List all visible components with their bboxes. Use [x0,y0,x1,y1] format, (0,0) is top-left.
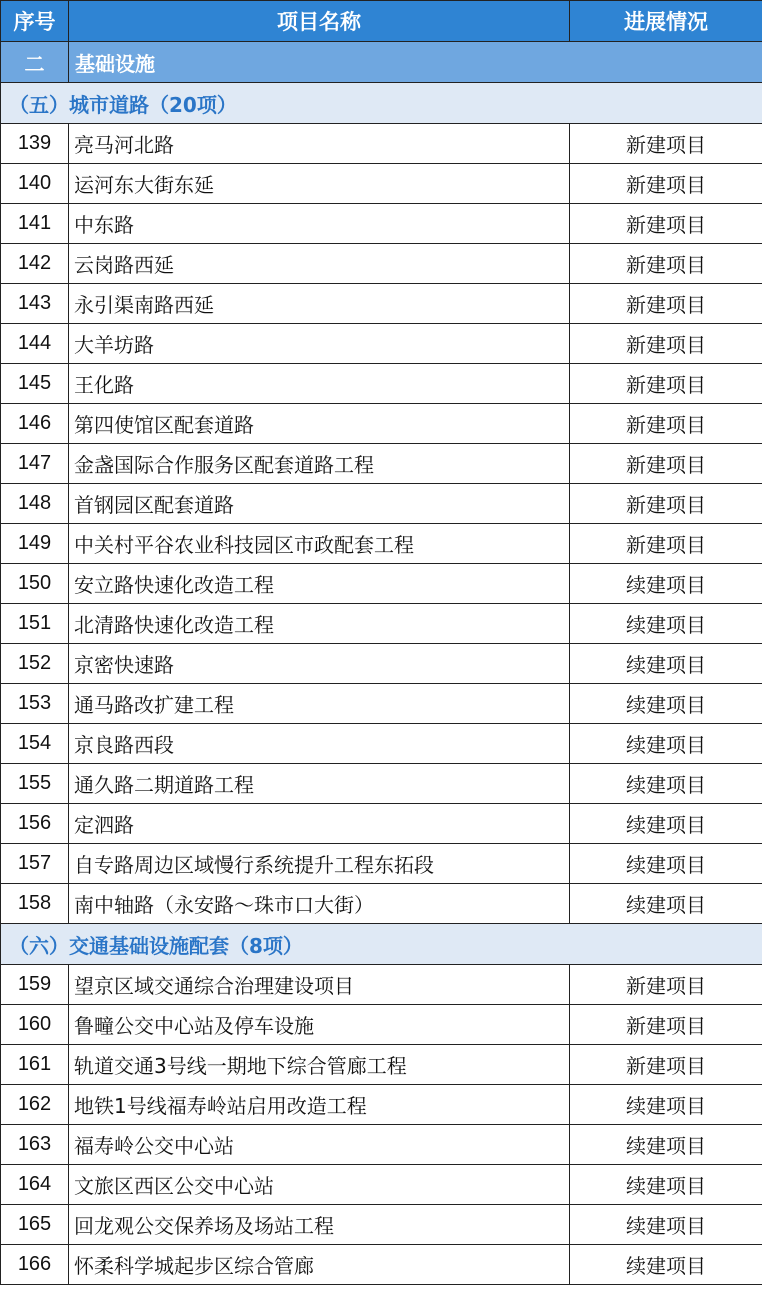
group-row [1,83,762,124]
table-header [1,1,762,42]
row-status: 新建项目 [570,1005,762,1045]
header-status: 进展情况 [570,1,762,42]
table-row [1,564,762,604]
table-row [1,404,762,444]
row-no: 157 [1,844,69,884]
row-name: 鲁疃公交中心站及停车设施 [69,1005,570,1045]
row-status: 新建项目 [570,204,762,244]
row-name: 轨道交通3号线一期地下综合管廊工程 [69,1045,570,1085]
table-row [1,524,762,564]
table-row [1,164,762,204]
table-row [1,1205,762,1245]
row-status: 续建项目 [570,604,762,644]
table-row [1,604,762,644]
row-status: 续建项目 [570,684,762,724]
header-no: 序号 [1,1,69,42]
row-name: 京密快速路 [69,644,570,684]
row-status: 新建项目 [570,524,762,564]
row-name: 中关村平谷农业科技园区市政配套工程 [69,524,570,564]
row-no: 150 [1,564,69,604]
category-name: 基础设施 [69,42,762,83]
table-row [1,284,762,324]
row-status: 新建项目 [570,444,762,484]
row-name: 大羊坊路 [69,324,570,364]
row-no: 143 [1,284,69,324]
row-status: 新建项目 [570,364,762,404]
row-name: 亮马河北路 [69,124,570,164]
table-row [1,884,762,924]
group-row [1,924,762,965]
row-status: 续建项目 [570,1245,762,1285]
row-name: 望京区域交通综合治理建设项目 [69,965,570,1005]
row-no: 139 [1,124,69,164]
table-row [1,965,762,1005]
row-status: 续建项目 [570,724,762,764]
table-row [1,844,762,884]
table-row [1,1045,762,1085]
table-row [1,804,762,844]
row-status: 新建项目 [570,244,762,284]
row-status: 续建项目 [570,1085,762,1125]
row-status: 新建项目 [570,324,762,364]
row-no: 155 [1,764,69,804]
row-name: 福寿岭公交中心站 [69,1125,570,1165]
row-name: 文旅区西区公交中心站 [69,1165,570,1205]
row-no: 166 [1,1245,69,1285]
row-name: 云岗路西延 [69,244,570,284]
row-name: 安立路快速化改造工程 [69,564,570,604]
row-status: 续建项目 [570,884,762,924]
row-no: 151 [1,604,69,644]
row-no: 154 [1,724,69,764]
row-status: 续建项目 [570,844,762,884]
row-name: 永引渠南路西延 [69,284,570,324]
table-row [1,364,762,404]
row-name: 京良路西段 [69,724,570,764]
row-no: 163 [1,1125,69,1165]
table-body [1,42,762,1285]
row-no: 146 [1,404,69,444]
row-name: 通久路二期道路工程 [69,764,570,804]
row-no: 164 [1,1165,69,1205]
row-no: 148 [1,484,69,524]
row-no: 156 [1,804,69,844]
table-row [1,1245,762,1285]
row-name: 地铁1号线福寿岭站启用改造工程 [69,1085,570,1125]
table-row [1,324,762,364]
row-name: 怀柔科学城起步区综合管廊 [69,1245,570,1285]
row-no: 153 [1,684,69,724]
row-status: 新建项目 [570,284,762,324]
row-status: 新建项目 [570,1045,762,1085]
table-row [1,204,762,244]
row-name: 回龙观公交保养场及场站工程 [69,1205,570,1245]
row-no: 147 [1,444,69,484]
row-name: 运河东大街东延 [69,164,570,204]
row-name: 通马路改扩建工程 [69,684,570,724]
row-no: 152 [1,644,69,684]
row-status: 续建项目 [570,1165,762,1205]
row-no: 162 [1,1085,69,1125]
table-row [1,484,762,524]
header-name: 项目名称 [69,1,570,42]
row-name: 王化路 [69,364,570,404]
row-status: 续建项目 [570,1125,762,1165]
table-row [1,1125,762,1165]
row-no: 158 [1,884,69,924]
category-row [1,42,762,83]
table-row [1,764,762,804]
table-row [1,684,762,724]
header-row [1,1,762,42]
row-no: 161 [1,1045,69,1085]
row-name: 金盏国际合作服务区配套道路工程 [69,444,570,484]
row-name: 中东路 [69,204,570,244]
row-no: 165 [1,1205,69,1245]
table-row [1,444,762,484]
row-status: 新建项目 [570,164,762,204]
row-no: 141 [1,204,69,244]
table-row [1,644,762,684]
row-status: 新建项目 [570,965,762,1005]
row-status: 新建项目 [570,404,762,444]
row-no: 145 [1,364,69,404]
row-status: 续建项目 [570,804,762,844]
table-row [1,244,762,284]
row-status: 续建项目 [570,564,762,604]
row-no: 149 [1,524,69,564]
row-no: 159 [1,965,69,1005]
row-status: 新建项目 [570,124,762,164]
row-name: 定泗路 [69,804,570,844]
category-no: 二 [1,42,69,83]
row-status: 续建项目 [570,1205,762,1245]
row-no: 160 [1,1005,69,1045]
table-row [1,724,762,764]
row-status: 新建项目 [570,484,762,524]
row-no: 140 [1,164,69,204]
group-title: （六）交通基础设施配套（8项） [1,924,762,965]
row-status: 续建项目 [570,644,762,684]
group-title: （五）城市道路（20项） [1,83,762,124]
table-row [1,1165,762,1205]
row-name: 第四使馆区配套道路 [69,404,570,444]
table-row [1,1005,762,1045]
row-name: 北清路快速化改造工程 [69,604,570,644]
row-status: 续建项目 [570,764,762,804]
row-name: 南中轴路（永安路～珠市口大街） [69,884,570,924]
row-name: 自专路周边区域慢行系统提升工程东拓段 [69,844,570,884]
row-name: 首钢园区配套道路 [69,484,570,524]
row-no: 144 [1,324,69,364]
table-row [1,1085,762,1125]
table-row [1,124,762,164]
row-no: 142 [1,244,69,284]
